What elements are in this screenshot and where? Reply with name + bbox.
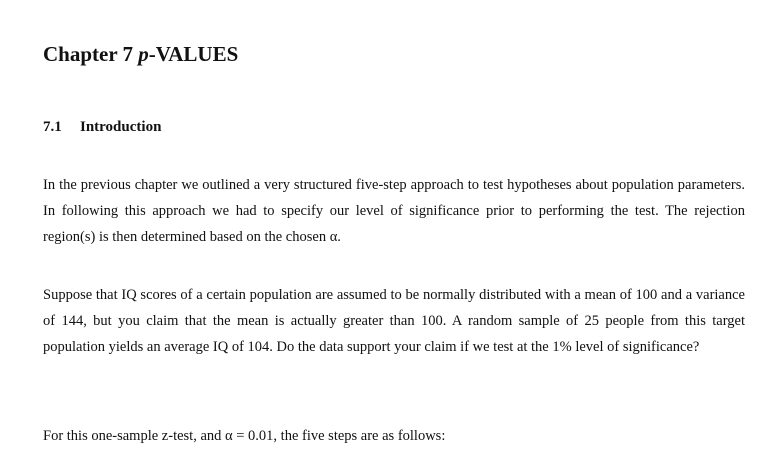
- chapter-title: [43, 40, 238, 68]
- paragraph-five-steps: For this one-sample z-test, and α = 0.01, the five steps are as follows:: [43, 428, 446, 444]
- paragraph-iq-example: Suppose that IQ scores of a certain population are assumed to be normally distributed with a mean of 100 and a variance of 144, but you claim that the mean is actually greater than 100. A random sample of 25 people from this target population yields an average IQ of 104. Do the data support your claim if we test at the 1% level of significance?: [43, 287, 745, 355]
- section-heading: [43, 117, 161, 137]
- section-number: 7.1: [43, 119, 62, 135]
- chapter-title-prefix: Chapter 7: [43, 42, 139, 66]
- paragraph-intro: In the previous chapter we outlined a very structured five-step approach to test hypotheses about population parameters. In following this approach we had to specify our level of significance prior to performing the test. The rejection region(s) is then determined based on the chosen α.: [43, 177, 745, 245]
- section-title: Introduction: [80, 119, 162, 135]
- chapter-title-italic-p: p: [138, 42, 149, 66]
- chapter-title-suffix: -VALUES: [148, 42, 239, 66]
